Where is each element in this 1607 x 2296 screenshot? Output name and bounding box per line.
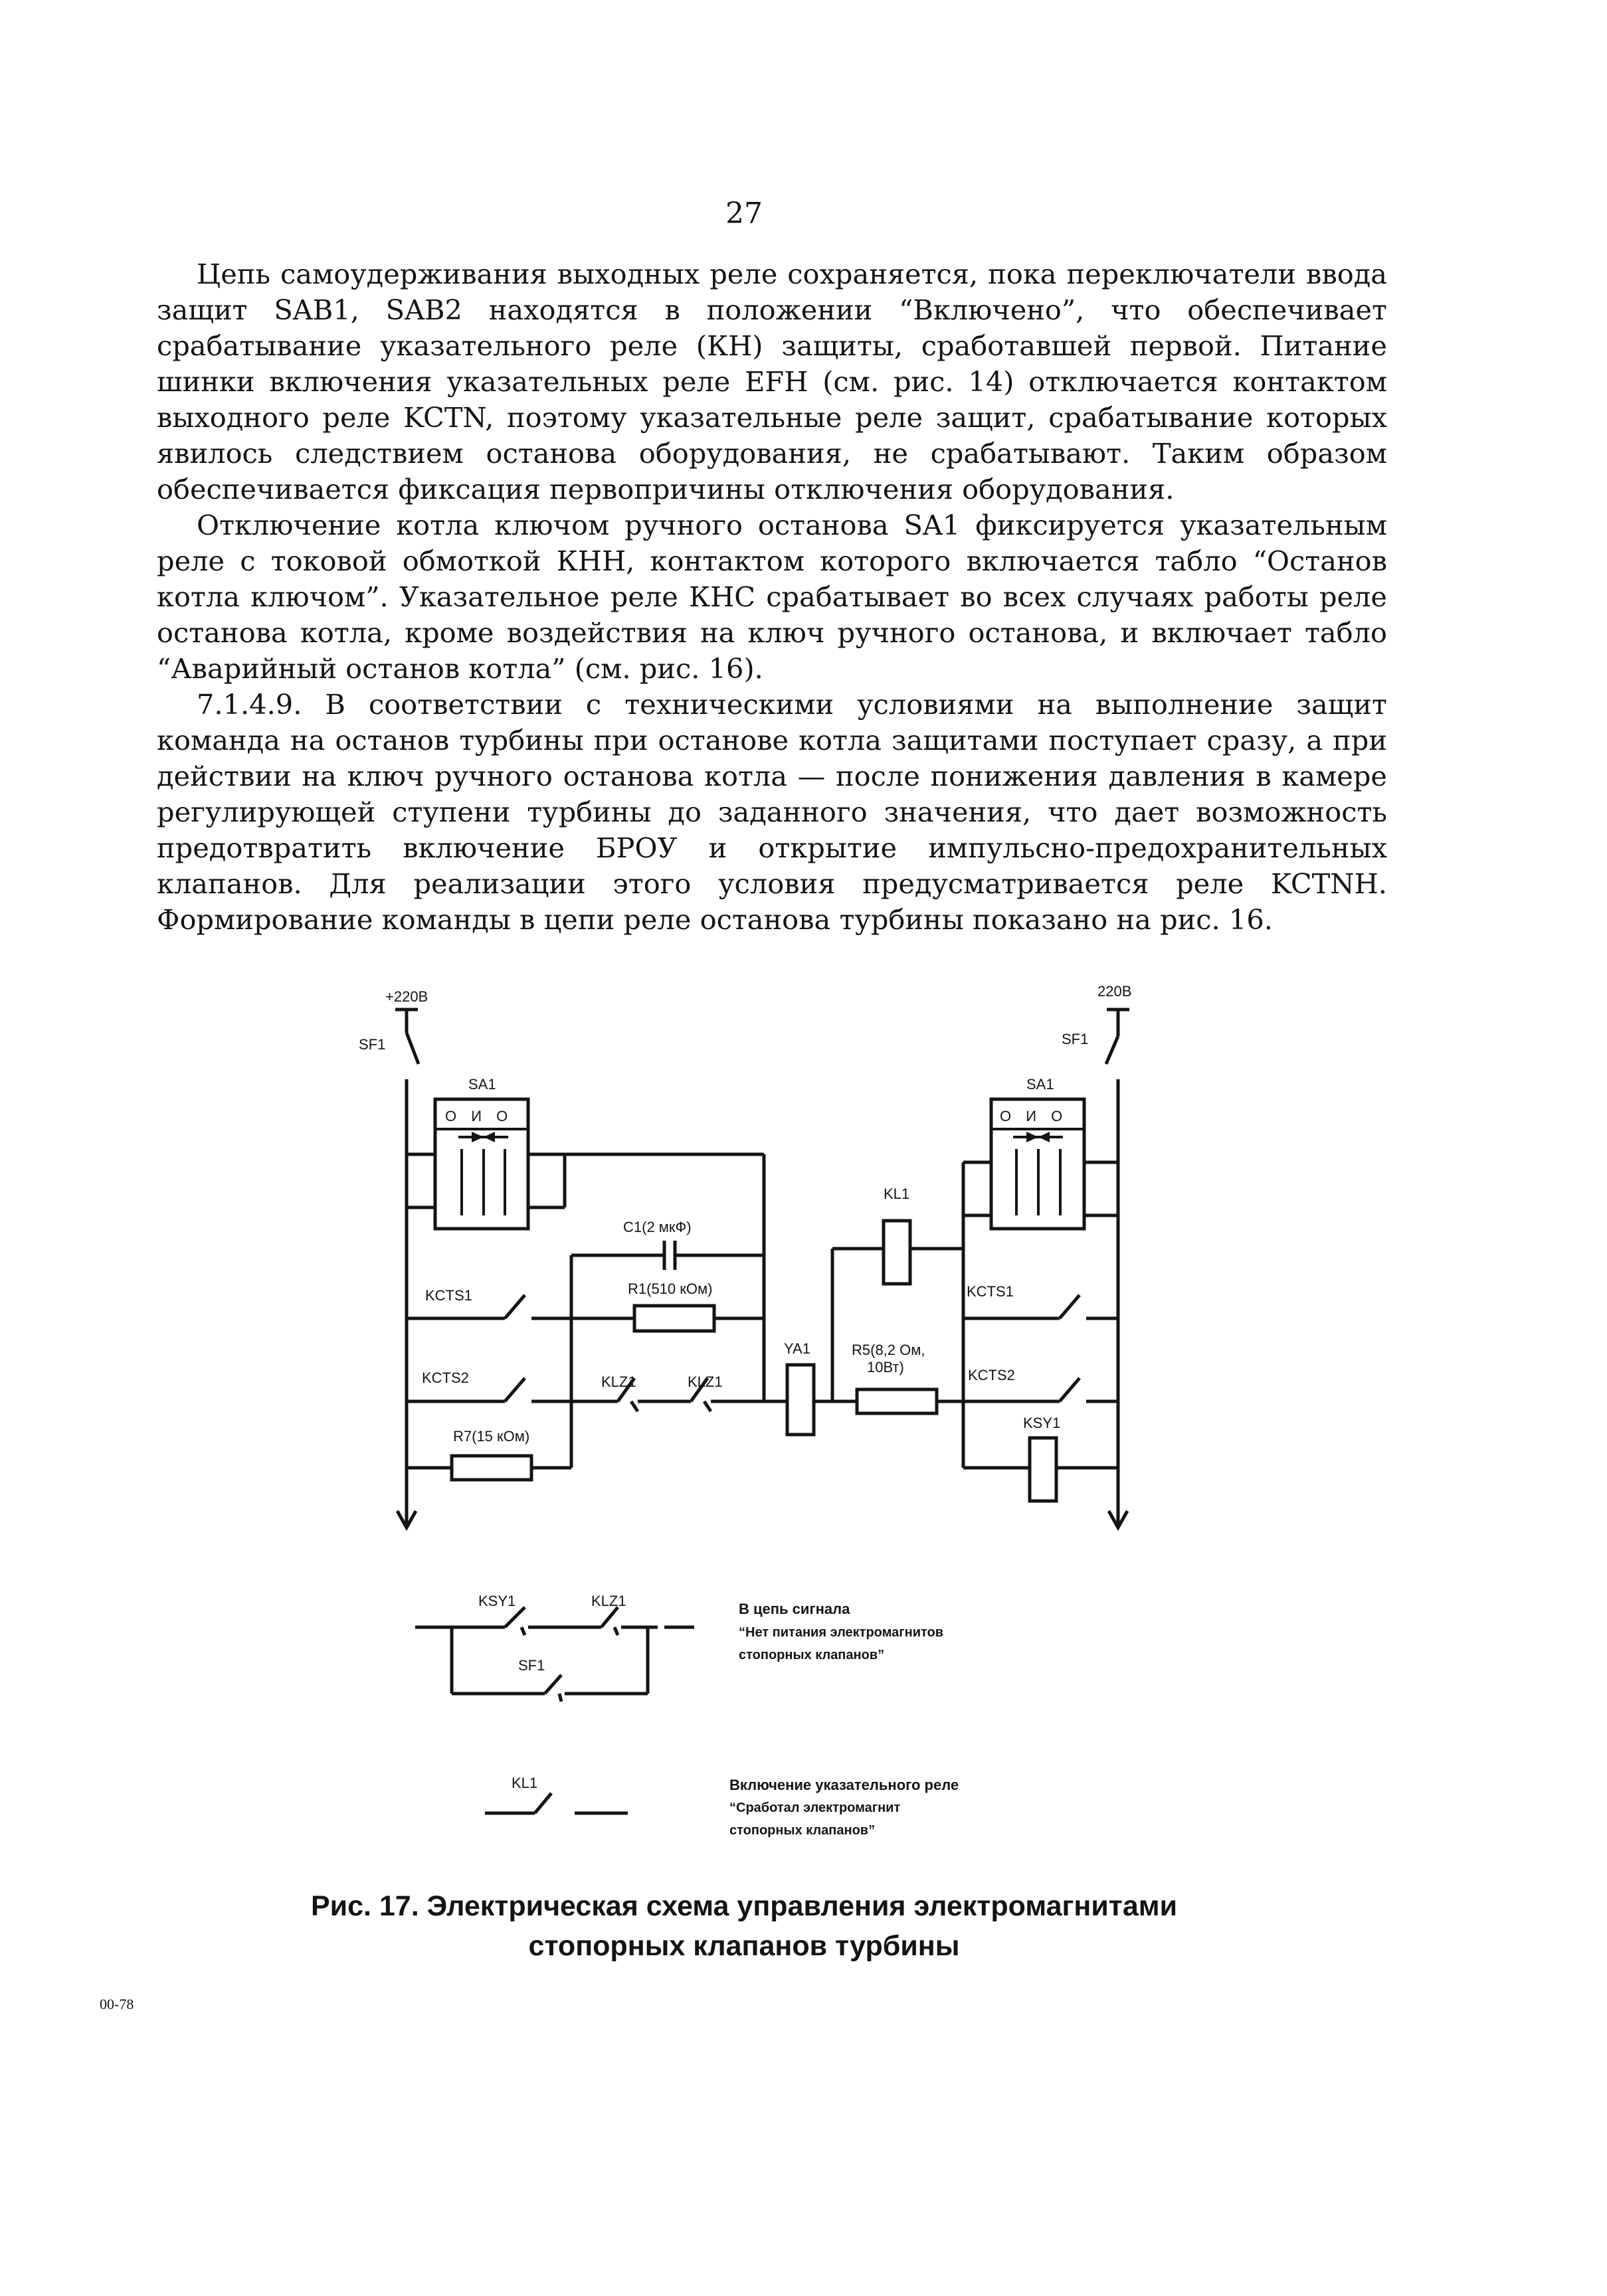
- r1-label: R1(510 кОм): [628, 1280, 713, 1297]
- indicator-circuit: [485, 1775, 959, 1838]
- right-supply-label: 220В: [1097, 983, 1132, 1000]
- signal-note-2: “Нет питания электромагнитов: [739, 1625, 944, 1640]
- left-supply-label: +220В: [385, 988, 428, 1005]
- sig-klz1-label: KLZ1: [591, 1593, 626, 1609]
- left-breaker-label: SF1: [359, 1036, 386, 1053]
- klz1-a-label: KLZ1: [601, 1373, 636, 1390]
- kl1-label: KL1: [884, 1186, 910, 1202]
- kcts2-left-label: KCTS2: [422, 1369, 469, 1386]
- sig-sf1-label: SF1: [518, 1657, 545, 1674]
- left-supply: [359, 988, 428, 1528]
- right-switch-sa1: [963, 1076, 1118, 1468]
- signal-circuit: [415, 1593, 943, 1702]
- paragraph: Цепь самоудерживания выходных реле сохраняется, пока переключатели ввода защит SAB1, SAB2 находятся в положении “Включено”, что обеспечивает срабатывание указательного реле (КН) защиты, сработавшей первой. Питание шинки включения указательных реле EFH (см. рис. 14) отключается контактом выходного реле KCTN, поэтому указательные реле защит, срабатывание которых явилось следствием останова оборудования, не срабатывают. Таким образом обеспечивается фиксация первопричины отключения оборудования.: [157, 258, 1387, 505]
- kcts1-right-label: KCTS1: [967, 1283, 1014, 1300]
- right-contacts: [963, 1283, 1118, 1501]
- c1-r1-network: [571, 1154, 764, 1401]
- signal-note-1: В цепь сигнала: [739, 1601, 850, 1617]
- caption-line-1: Рис. 17. Электрическая схема управления электромагнитами: [310, 1890, 1178, 1922]
- right-switch-positions: О И О: [1000, 1108, 1068, 1124]
- paragraph: 7.1.4.9. В соответствии с техническими условиями на выполнение защит команда на останов турбины при останове котла защитами поступает сразу, а при действии на ключ ручного останова котла — после понижения давления в камере регулирующей ступени турбины до заданного значения, что дает возможность предотвратить включение БРОУ и открытие импульсно-предохранительных клапанов. Для реализации этого условия предусматривается реле KCTNH. Формирование команды в цепи реле останова турбины показано на рис. 16.: [157, 688, 1387, 936]
- left-switch-label: SA1: [468, 1076, 496, 1093]
- sig-kl1-label: KL1: [512, 1775, 538, 1791]
- indicator-note-1: Включение указательного реле: [729, 1777, 959, 1793]
- kcts1-left-label: KCTS1: [425, 1287, 472, 1304]
- right-supply: [1062, 983, 1131, 1528]
- document-code: 00-78: [100, 1996, 134, 2012]
- klz1-b-label: KLZ1: [688, 1373, 723, 1390]
- right-breaker-label: SF1: [1062, 1031, 1089, 1047]
- paragraph: Отключение котла ключом ручного останова SA1 фиксируется указательным реле с токовой обмоткой КНН, контактом которого включается табло “Останов котла ключом”. Указательное реле КНС срабатывает во всех случаях работы реле останова котла, кроме воздействия на ключ ручного останова, и включает табло “Аварийный останов котла” (см. рис. 16).: [157, 509, 1387, 685]
- ksy1-label: KSY1: [1023, 1415, 1061, 1431]
- indicator-note-3: стопорных клапанов”: [729, 1823, 876, 1838]
- signal-note-3: стопорных клапанов”: [739, 1648, 885, 1662]
- sig-ksy1-label: KSY1: [478, 1593, 516, 1609]
- r5-label-2: 10Вт): [867, 1359, 904, 1375]
- ya1-label: YA1: [784, 1340, 810, 1357]
- indicator-note-2: “Сработал электромагнит: [729, 1801, 901, 1815]
- r5-label-1: R5(8,2 Ом,: [852, 1342, 925, 1358]
- c1-label: C1(2 мкФ): [623, 1219, 692, 1235]
- figure-caption: [0, 1886, 1488, 1966]
- klz1-chain: [571, 1340, 963, 1435]
- kcts2-right-label: KCTS2: [968, 1367, 1015, 1383]
- r7-label: R7(15 кОм): [453, 1428, 530, 1445]
- right-switch-label: SA1: [1026, 1076, 1054, 1093]
- caption-line-2: стопорных клапанов турбины: [528, 1930, 960, 1962]
- left-switch-positions: О И О: [445, 1108, 514, 1124]
- page-number: 27: [725, 197, 763, 230]
- left-contacts: [407, 1255, 571, 1480]
- left-switch-sa1: [407, 1076, 764, 1229]
